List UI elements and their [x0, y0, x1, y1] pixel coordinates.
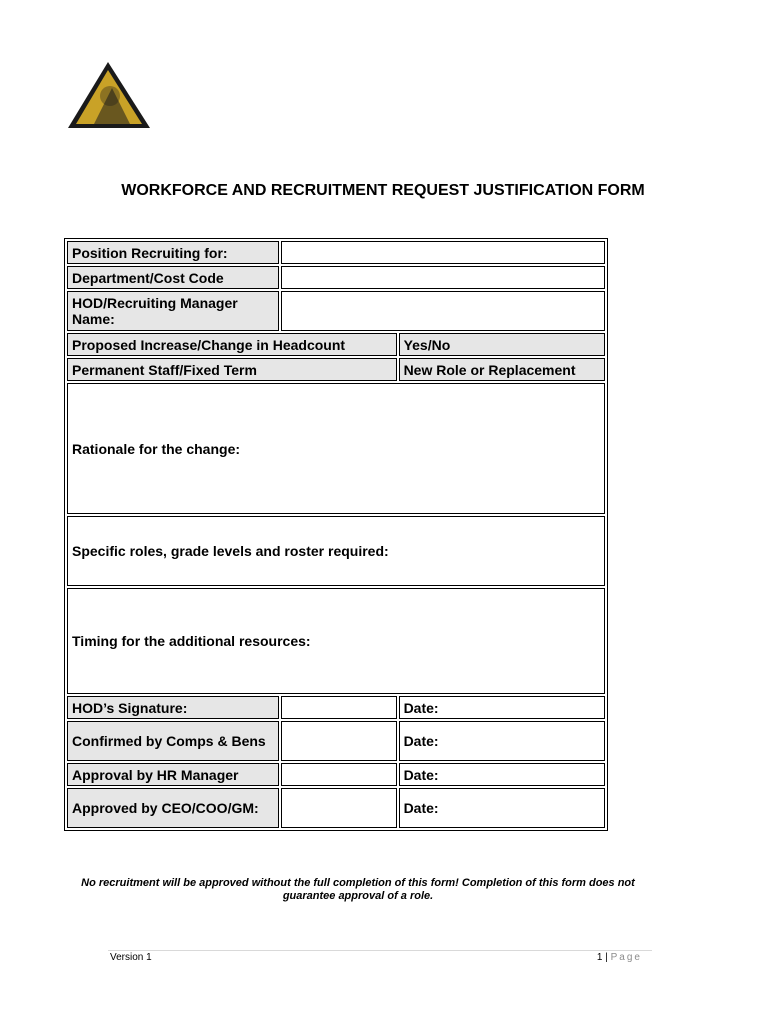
- yes-no-field[interactable]: Yes/No: [399, 333, 605, 356]
- rationale-field[interactable]: Rationale for the change:: [67, 383, 605, 514]
- footer-page: [597, 952, 642, 963]
- approved-ceo-label: Approved by CEO/COO/GM:: [67, 788, 279, 828]
- row-specific-roles: [67, 516, 605, 586]
- position-recruiting-label: Position Recruiting for:: [67, 241, 279, 264]
- new-role-replacement-field[interactable]: New Role or Replacement: [399, 358, 605, 381]
- page-separator: |: [605, 952, 608, 963]
- footer-divider: [108, 950, 652, 951]
- timing-field[interactable]: Timing for the additional resources:: [67, 588, 605, 694]
- row-timing: [67, 588, 605, 694]
- row-hod-manager: [67, 291, 605, 331]
- confirmed-comps-label: Confirmed by Comps & Bens: [67, 721, 279, 761]
- confirmed-comps-field[interactable]: [281, 721, 397, 761]
- hod-manager-name-field[interactable]: [281, 291, 605, 331]
- form-title: WORKFORCE AND RECRUITMENT REQUEST JUSTIFICATION FORM: [121, 182, 645, 199]
- department-cost-code-field[interactable]: [281, 266, 605, 289]
- row-rationale: [67, 383, 605, 514]
- row-approval-hr: [67, 763, 605, 786]
- position-recruiting-field[interactable]: [281, 241, 605, 264]
- hod-signature-date[interactable]: Date:: [399, 696, 605, 719]
- approval-hr-label: Approval by HR Manager: [67, 763, 279, 786]
- approved-ceo-date[interactable]: Date:: [399, 788, 605, 828]
- row-department: [67, 266, 605, 289]
- row-confirmed-comps: [67, 721, 605, 761]
- proposed-increase-label: Proposed Increase/Change in Headcount: [67, 333, 397, 356]
- row-permanent-fixed: [67, 358, 605, 381]
- completion-note: No recruitment will be approved without the full completion of this form! Completion of this form does not guarantee approval of a role.: [81, 877, 635, 902]
- hod-manager-name-label: HOD/Recruiting Manager Name:: [67, 291, 279, 331]
- approval-hr-field[interactable]: [281, 763, 397, 786]
- permanent-fixed-label: Permanent Staff/Fixed Term: [67, 358, 397, 381]
- hod-signature-label: HOD’s Signature:: [67, 696, 279, 719]
- approved-ceo-field[interactable]: [281, 788, 397, 828]
- row-hod-signature: [67, 696, 605, 719]
- request-form-table: [64, 238, 608, 831]
- hod-signature-field[interactable]: [281, 696, 397, 719]
- page-number: 1: [596, 952, 603, 963]
- department-cost-code-label: Department/Cost Code: [67, 266, 279, 289]
- approval-hr-date[interactable]: Date:: [399, 763, 605, 786]
- page-word: Page: [610, 952, 642, 963]
- row-approved-ceo: [67, 788, 605, 828]
- company-logo: [64, 58, 154, 130]
- footer-version: Version 1: [110, 952, 152, 963]
- row-proposed-increase: [67, 333, 605, 356]
- confirmed-comps-date[interactable]: Date:: [399, 721, 605, 761]
- specific-roles-field[interactable]: Specific roles, grade levels and roster required:: [67, 516, 605, 586]
- row-position-recruiting: [67, 241, 605, 264]
